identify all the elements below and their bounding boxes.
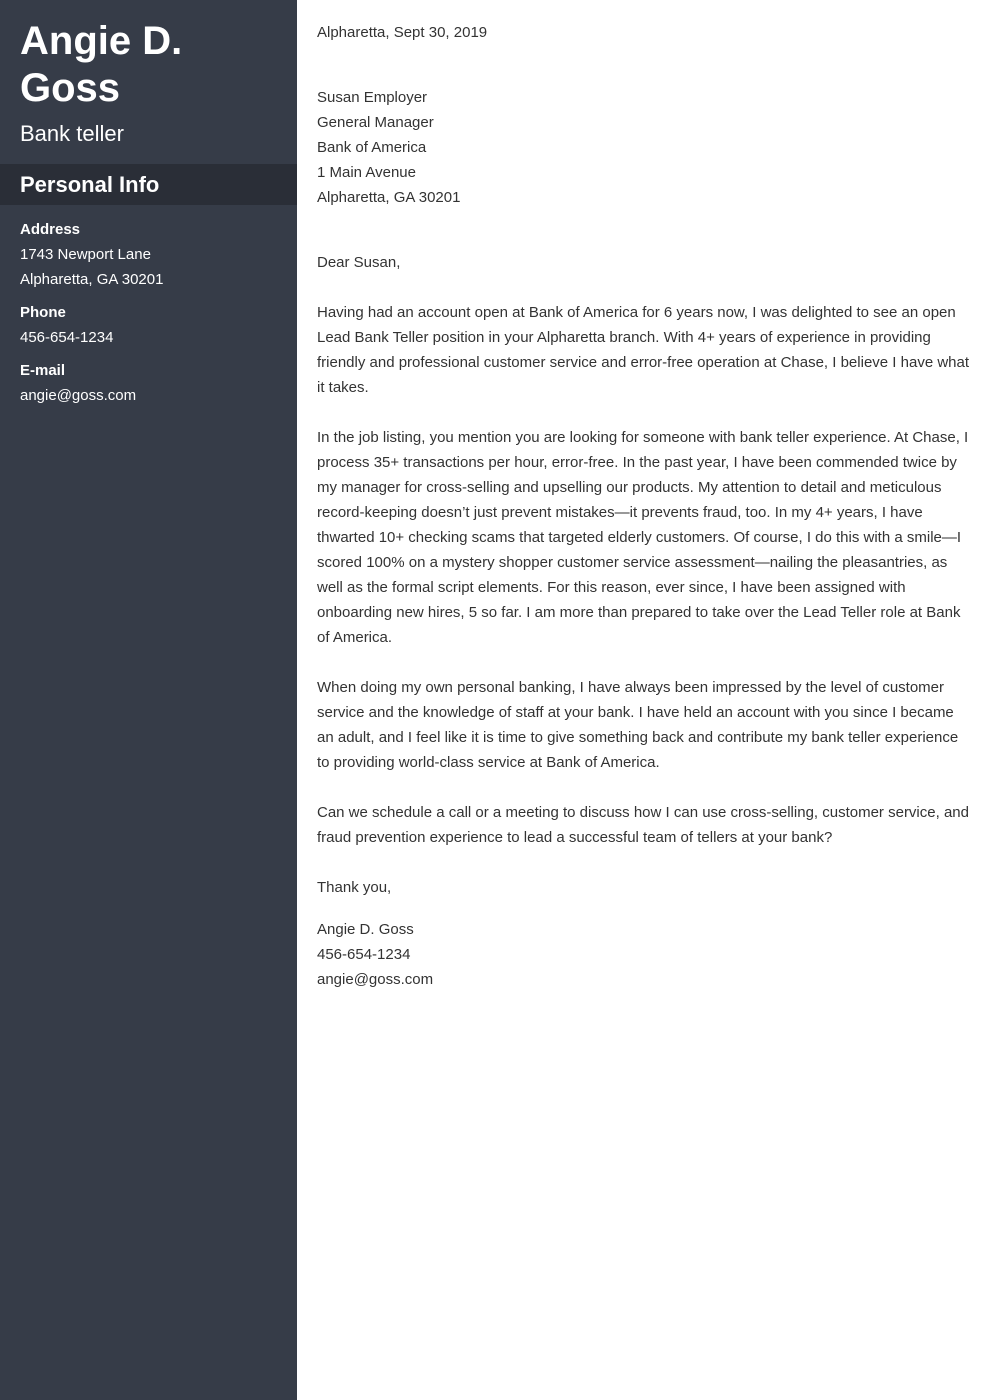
sidebar <box>0 0 297 1400</box>
address-line2: Alpharetta, GA 30201 <box>20 271 164 288</box>
email-label: E-mail <box>20 362 66 379</box>
signature-name: Angie D. Goss <box>317 921 414 938</box>
spacer <box>317 850 970 875</box>
greeting: Dear Susan, <box>317 254 401 271</box>
spacer <box>317 650 970 675</box>
address-line1: 1743 Newport Lane <box>20 246 151 263</box>
applicant-name-line1: Angie D. <box>20 19 183 63</box>
spacer <box>317 900 970 917</box>
letter-date: Alpharetta, Sept 30, 2019 <box>317 24 488 41</box>
spacer <box>317 775 970 800</box>
paragraph-3: When doing my own personal banking, I have always been impressed by the level of customer service and the knowledge of staff at your bank. I have held an account with you since I became an adult, and I feel like it is time to give something back and contribute my bank teller experience to providing world-class service at Bank of America. <box>317 679 959 771</box>
paragraph-4: Can we schedule a call or a meeting to discuss how I can use cross-selling, customer service, and fraud prevention experience to lead a successful team of tellers at your bank? <box>317 804 969 846</box>
spacer <box>317 45 970 85</box>
phone-value: 456-654-1234 <box>20 329 114 346</box>
personal-info-header <box>0 164 297 205</box>
recipient-city: Alpharetta, GA 30201 <box>317 189 461 206</box>
paragraph-2: In the job listing, you mention you are looking for someone with bank teller experience. At Chase, I process 35+ transactions per hour, error-free. In the past year, I have been commended twice by my manager for cross-selling and upselling our products. My attention to detail and meticulous record-keeping doesn’t just prevent mistakes—it prevents fraud, too. In my 4+ years, I have thwarted 10+ checking scams that targeted elderly customers. Of course, I do this with a smile—I scored 100% on a mystery shopper customer service assessment—nailing the pleasantries, as well as the formal script elements. For this reason, ever since, I have been assigned with onboarding new hires, 5 so far. I am more than prepared to take over the Lead Teller role at Bank of America. <box>317 429 969 646</box>
personal-info-title: Personal Info <box>20 171 160 197</box>
sidebar-header <box>0 0 297 164</box>
recipient-block <box>317 85 970 210</box>
phone-group <box>20 300 277 350</box>
phone-label: Phone <box>20 304 66 321</box>
recipient-company: Bank of America <box>317 139 427 156</box>
recipient-title: General Manager <box>317 114 434 131</box>
email-value: angie@goss.com <box>20 387 137 404</box>
spacer <box>317 275 970 300</box>
job-title: Bank teller <box>20 121 124 146</box>
closing: Thank you, <box>317 879 392 896</box>
recipient-street: 1 Main Avenue <box>317 164 416 181</box>
signature-email: angie@goss.com <box>317 971 434 988</box>
email-group <box>20 358 277 408</box>
letter-body <box>297 0 990 1400</box>
address-group <box>20 217 277 292</box>
address-label: Address <box>20 221 81 238</box>
recipient-name: Susan Employer <box>317 89 428 106</box>
personal-info <box>0 205 297 408</box>
signature-phone: 456-654-1234 <box>317 946 411 963</box>
applicant-name <box>20 18 277 112</box>
spacer <box>317 210 970 250</box>
applicant-name-line2: Goss <box>20 66 121 110</box>
paragraph-1: Having had an account open at Bank of America for 6 years now, I was delighted to see an open Lead Bank Teller position in your Alpharetta branch. With 4+ years of experience in providing friendly and professional customer service and error-free operation at Chase, I believe I have what it takes. <box>317 304 970 396</box>
spacer <box>317 400 970 425</box>
signature-block <box>317 917 970 992</box>
